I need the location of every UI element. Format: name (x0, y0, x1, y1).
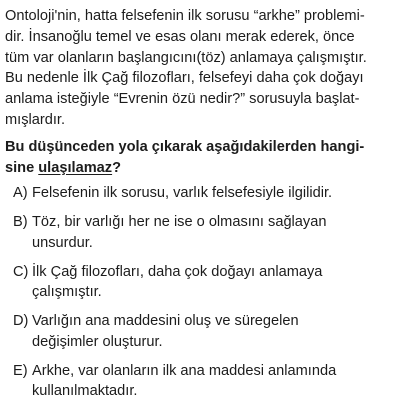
answer-options (5, 183, 407, 411)
option-text (32, 311, 407, 352)
option-text (32, 262, 407, 303)
question-line-2 (5, 158, 407, 179)
question-mark: ? (112, 160, 122, 176)
option-line: unsurdur. (32, 234, 93, 251)
question-stem (5, 137, 407, 179)
passage-line: dir. İnsanoğlu temel ve esas olanı merak ederek, önce (5, 28, 355, 45)
question-passage (5, 6, 407, 131)
question-prefix: sine (5, 160, 39, 176)
option-text (32, 361, 407, 402)
passage-line: Ontoloji'nin, hatta felsefenin ilk sorusu “arkhe” problemi- (5, 8, 365, 24)
passage-line: tüm var olanların başlangıcını(töz) anlamaya çalışmıştır. (5, 49, 367, 66)
option-line: çalışmıştır. (32, 284, 102, 301)
option-line: değişimler oluşturur. (32, 333, 163, 350)
option-c[interactable] (5, 262, 407, 303)
option-line: Varlığın ana maddesini oluş ve süregelen (32, 313, 299, 330)
option-line: Felsefenin ilk sorusu, varlık felsefesiyle ilgilidir. (32, 185, 333, 201)
passage-line: anlama isteğiyle “Evrenin özü nedir?” sorusuyla başlat- (5, 91, 360, 108)
option-a[interactable] (5, 183, 407, 203)
option-text (32, 212, 407, 253)
option-text (32, 183, 407, 203)
option-line: Töz, bir varlığı her ne ise o olmasını sağlayan (32, 214, 327, 231)
option-line: kullanılmaktadır. (32, 383, 138, 400)
question-keyword: ulaşılamaz (38, 160, 113, 176)
option-line: Arkhe, var olanların ilk ana maddesi anlamında (32, 363, 337, 380)
passage-line: mışlardır. (5, 111, 66, 128)
option-letter: D) (13, 313, 29, 330)
option-letter: A) (13, 185, 28, 201)
option-letter: B) (13, 214, 28, 231)
option-letter: C) (13, 263, 29, 280)
option-d[interactable] (5, 311, 407, 352)
question-line-1: Bu düşünceden yola çıkarak aşağıdakilerden hangi- (5, 139, 365, 155)
passage-line: Bu nedenle İlk Çağ filozofları, felsefeyi daha çok doğayı (5, 70, 364, 87)
option-letter: E) (13, 363, 28, 380)
option-line: İlk Çağ filozofları, daha çok doğayı anlamaya (32, 263, 323, 280)
option-e[interactable] (5, 361, 407, 402)
option-b[interactable] (5, 212, 407, 253)
